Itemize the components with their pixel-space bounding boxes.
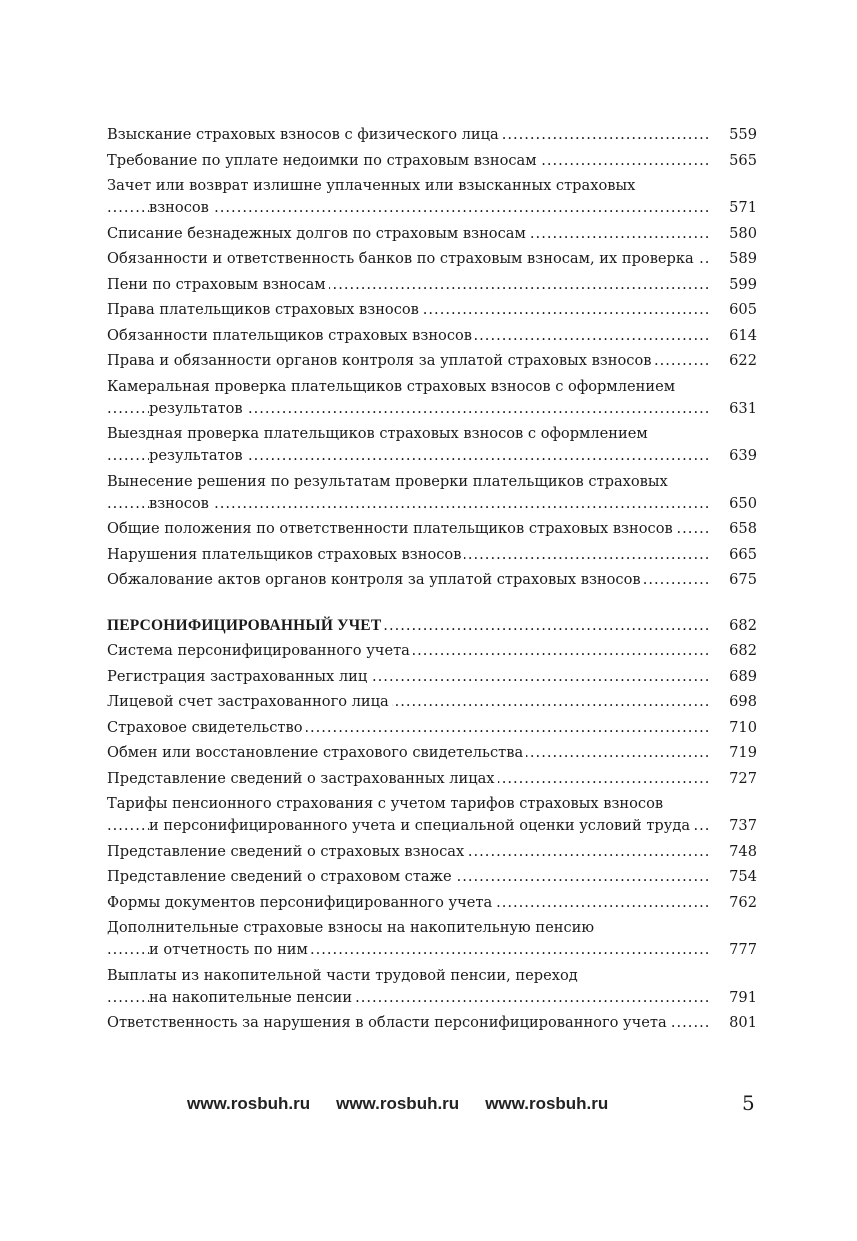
- toc-entry[interactable]: [107, 350, 757, 372]
- toc-entry-page: 801: [729, 1014, 757, 1031]
- toc-entry-title: Формы документов персонифицированного учета .....: [107, 892, 709, 914]
- toc-entry-page: 748: [729, 842, 757, 860]
- toc-entry[interactable]: [107, 666, 757, 688]
- footer-link[interactable]: www.rosbuh.ru: [485, 1094, 609, 1113]
- toc-entry-page: 565: [729, 151, 757, 169]
- toc-entry-title: Вынесение решения по результатам проверки плательщиков страховых взносов .....: [107, 471, 709, 515]
- toc-entry-page: 762: [729, 893, 757, 911]
- toc-entry-page: 559: [729, 126, 757, 143]
- toc-entry[interactable]: [107, 965, 757, 1009]
- toc-entry-title: Общие положения по ответственности плательщиков страховых взносов .....: [107, 518, 709, 540]
- toc-entry-page: 754: [729, 868, 757, 885]
- toc-entry-continuation: взносов: [149, 199, 212, 216]
- toc-entry[interactable]: [107, 544, 757, 566]
- toc-entry-title: Выездная проверка плательщиков страховых взносов с оформлением результатов .....: [107, 423, 709, 467]
- toc-heading-title: ПЕРСОНИФИЦИРОВАННЫЙ УЧЕТ .....: [107, 615, 709, 637]
- toc-entry[interactable]: [107, 376, 757, 420]
- toc-entry-continuation: на накопительные пенсии: [149, 989, 355, 1006]
- toc-entry-continuation: результатов: [149, 400, 246, 417]
- toc-entry[interactable]: [107, 742, 757, 764]
- toc-entry[interactable]: [107, 248, 757, 270]
- toc-entry-title: Списание безнадежных долгов по страховым взносам .....: [107, 223, 709, 245]
- toc-entry-title: Тарифы пенсионного страхования с учетом тарифов страховых взносов и персонифицированного учета и специальной оценки условий труда .....: [107, 793, 709, 837]
- toc-heading-page: 682: [729, 616, 757, 634]
- toc-entry-title: Обязанности плательщиков страховых взносов .....: [107, 325, 709, 347]
- toc-entry-page: 719: [729, 744, 757, 761]
- toc-entry-title: Камеральная проверка плательщиков страховых взносов с оформлением результатов .....: [107, 376, 709, 420]
- toc-entry-title: Обмен или восстановление страхового свидетельства .....: [107, 742, 709, 764]
- toc-entry-page: 605: [729, 301, 757, 318]
- toc-entry-title: Выплаты из накопительной части трудовой пенсии, переход на накопительные пенсии .....: [107, 965, 709, 1009]
- toc-entry[interactable]: [107, 768, 757, 790]
- toc-entry-page: 665: [729, 545, 757, 563]
- toc-entry[interactable]: [107, 717, 757, 739]
- toc-entry-page: 737: [729, 817, 757, 834]
- toc-entry[interactable]: [107, 866, 757, 888]
- toc-entry-page: 791: [729, 988, 757, 1006]
- toc-section-heading[interactable]: [107, 615, 757, 637]
- toc-entry-page: 710: [729, 718, 757, 736]
- toc-entry-title: Регистрация застрахованных лиц .....: [107, 666, 709, 688]
- toc-entry-page: 650: [729, 494, 757, 512]
- toc-entry[interactable]: [107, 640, 757, 662]
- toc-entry[interactable]: [107, 124, 757, 146]
- section-spacer: [107, 595, 757, 615]
- toc-entry-title: Обязанности и ответственность банков по страховым взносам, их проверка .....: [107, 248, 709, 270]
- toc-entry-page: 589: [729, 250, 757, 267]
- toc-entry-title: Представление сведений о страховом стаже .....: [107, 866, 709, 888]
- toc-entry[interactable]: [107, 691, 757, 713]
- toc-entry[interactable]: [107, 793, 757, 837]
- toc-entry-page: 571: [729, 199, 757, 216]
- toc-entry-title: Взыскание страховых взносов с физического лица .....: [107, 124, 709, 146]
- toc-entry-continuation: результатов: [149, 447, 246, 464]
- toc-entry-continuation: и персонифицированного учета и специальной оценки условий труда: [149, 817, 693, 834]
- toc-entry-title: Страховое свидетельство .....: [107, 717, 709, 739]
- toc-entry-title: Дополнительные страховые взносы на накопительную пенсию и отчетность по ним .....: [107, 917, 709, 961]
- toc-entry[interactable]: [107, 841, 757, 863]
- footer-link[interactable]: www.rosbuh.ru: [336, 1094, 460, 1113]
- toc-entry-page: 698: [729, 693, 757, 710]
- toc-entry-title: Права и обязанности органов контроля за уплатой страховых взносов .....: [107, 350, 709, 372]
- toc-entry[interactable]: [107, 569, 757, 591]
- toc-entry-title: Система персонифицированного учета .....: [107, 640, 709, 662]
- toc-entry[interactable]: [107, 325, 757, 347]
- toc-entry-page: 727: [729, 769, 757, 787]
- toc-entry-title: Права плательщиков страховых взносов .....: [107, 299, 709, 321]
- toc-entry-title: Представление сведений о страховых взносах .....: [107, 841, 709, 863]
- toc-entry[interactable]: [107, 518, 757, 540]
- toc-entry-title: Пени по страховым взносам .....: [107, 274, 709, 296]
- toc-entry-title: Лицевой счет застрахованного лица .....: [107, 691, 709, 713]
- toc-entry-title: Нарушения плательщиков страховых взносов .....: [107, 544, 709, 566]
- toc-entry-title: Требование по уплате недоимки по страховым взносам .....: [107, 150, 709, 172]
- toc-entry[interactable]: [107, 892, 757, 914]
- toc-entry-page: 777: [729, 941, 757, 958]
- toc-entry-page: 631: [729, 399, 757, 417]
- toc-entry-continuation: и отчетность по ним: [149, 941, 311, 958]
- toc-entry[interactable]: [107, 274, 757, 296]
- toc-entry-title: Обжалование актов органов контроля за уплатой страховых взносов .....: [107, 569, 709, 591]
- toc-entry-title: Представление сведений о застрахованных лицах .....: [107, 768, 709, 790]
- toc-entry[interactable]: [107, 917, 757, 961]
- toc-entry-page: 599: [729, 275, 757, 293]
- toc-entry-page: 614: [729, 326, 757, 344]
- toc-entry[interactable]: [107, 150, 757, 172]
- toc-entry[interactable]: [107, 1012, 757, 1034]
- toc-entry-page: 622: [729, 352, 757, 369]
- toc-entry[interactable]: [107, 223, 757, 245]
- toc-entry[interactable]: [107, 175, 757, 219]
- page-number: 5: [742, 1091, 755, 1115]
- toc-entry-page: 689: [729, 667, 757, 685]
- toc-entry[interactable]: [107, 471, 757, 515]
- toc-entry[interactable]: [107, 299, 757, 321]
- toc-entry-page: 639: [729, 447, 757, 464]
- toc-entry-page: 675: [729, 571, 757, 588]
- toc-entry-page: 682: [729, 642, 757, 659]
- table-of-contents: [107, 124, 757, 1038]
- toc-entry-title: Зачет или возврат излишне уплаченных или взысканных страховых взносов .....: [107, 175, 709, 219]
- toc-entry-title: Ответственность за нарушения в области персонифицированного учета .....: [107, 1012, 709, 1034]
- toc-entry-page: 580: [729, 224, 757, 242]
- toc-entry-continuation: взносов: [149, 495, 212, 512]
- footer-links: [187, 1094, 608, 1114]
- toc-entry[interactable]: [107, 423, 757, 467]
- toc-entry-page: 658: [729, 520, 757, 537]
- footer-link[interactable]: www.rosbuh.ru: [187, 1094, 311, 1113]
